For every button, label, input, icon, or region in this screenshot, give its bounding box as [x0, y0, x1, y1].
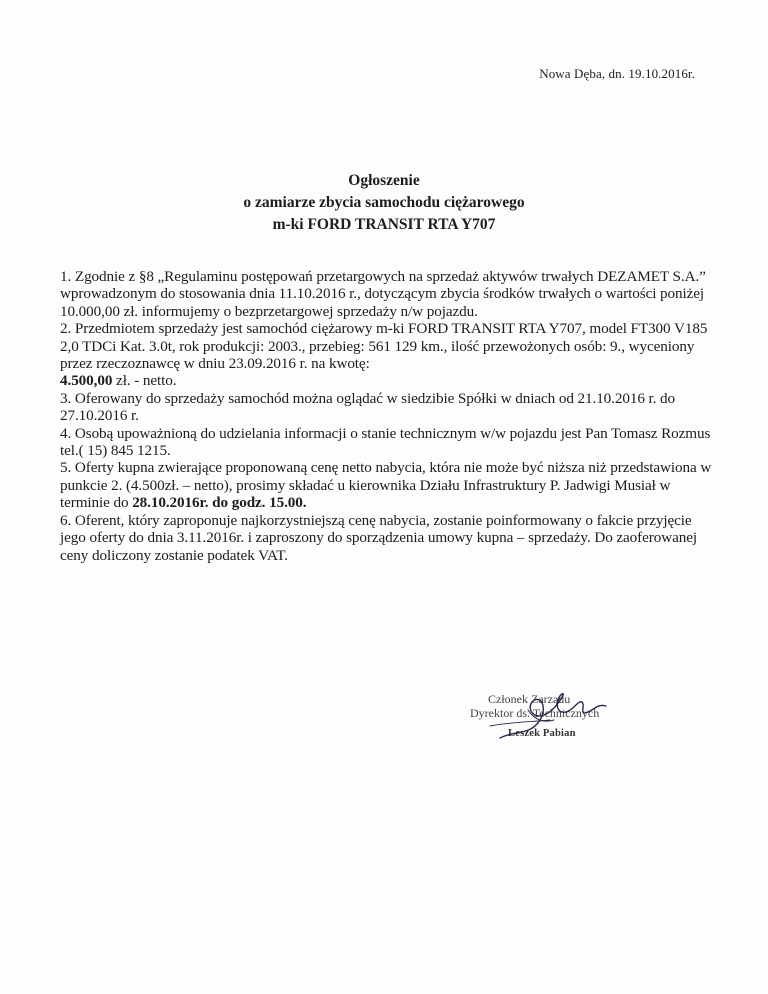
paragraph-4: 4. Osobą upoważnioną do udzielania informacji o stanie technicznym w/w pojazdu jest Pan Tomasz Rozmus tel.( 15) 845 1215. — [60, 424, 711, 460]
paragraph-1: 1. Zgodnie z §8 „Regulaminu postępowań przetargowych na sprzedaż aktywów trwałych DEZAMET S.A.” wprowadzonym do stosowania dnia 11.10.2016 r., dotyczącym zbycia środków trwałych o wartości poniżej 10.000,00 zł. informujemy o bezprzetargowej sprzedaży n/w pojazdu. — [60, 268, 706, 320]
announcement-title — [0, 170, 768, 236]
paragraph-5 — [60, 459, 720, 511]
paragraph-5-text: 5. Oferty kupna zwierające proponowaną cenę netto nabycia, która nie może być niższa niż przedstawiona w punkcie 2. (4.500zł. – netto), prosimy składać u kierownika Działu Infrastruktury P. Jadwigi Musiał w terminie do — [60, 459, 712, 512]
paragraph-2 — [60, 320, 720, 390]
price-suffix: zł. - netto. — [112, 372, 177, 390]
deadline-value: 28.10.2016r. do godz. 15.00. — [132, 494, 307, 512]
handwritten-signature-icon — [470, 680, 630, 750]
title-line-1: Ogłoszenie — [348, 172, 420, 189]
title-line-3: m-ki FORD TRANSIT RTA Y707 — [272, 216, 496, 233]
stamp-position-line-2: Dyrektor ds. Technicznych — [470, 706, 600, 720]
paragraph-6: 6. Oferent, który zaproponuje najkorzystniejszą cenę nabycia, zostanie poinformowany o fakcie przyjęcie jego oferty do dnia 3.11.2016r. i zaproszony do sporządzenia umowy kupna – sprzedaży. Do zaoferowanej ceny doliczony zostanie podatek VAT. — [60, 511, 697, 564]
place-and-date: Nowa Dęba, dn. 19.10.2016r. — [539, 66, 695, 81]
announcement-body — [60, 268, 720, 564]
stamp-position-line-1: Członek Zarządu — [488, 692, 571, 706]
paragraph-3: 3. Oferowany do sprzedaży samochód można oglądać w siedzibie Spółki w dniach od 21.10.2016 r. do 27.10.2016 r. — [60, 389, 676, 425]
signer-name: Leszek Pabian — [508, 728, 576, 739]
paragraph-2-text: 2. Przedmiotem sprzedaży jest samochód ciężarowy m-ki FORD TRANSIT RTA Y707, model FT300 V185 2,0 TDCi Kat. 3.0t, rok produkcji: 2003., przebieg: 561 129 km., ilość przewożonych osób: 9., wyceniony przez rzeczoznawcę w dniu 23.09.2016 r. na kwotę: — [60, 320, 708, 373]
price-value: 4.500,00 — [60, 372, 113, 390]
title-line-2: o zamiarze zbycia samochodu ciężarowego — [243, 194, 525, 211]
signature-stamp — [470, 680, 630, 750]
